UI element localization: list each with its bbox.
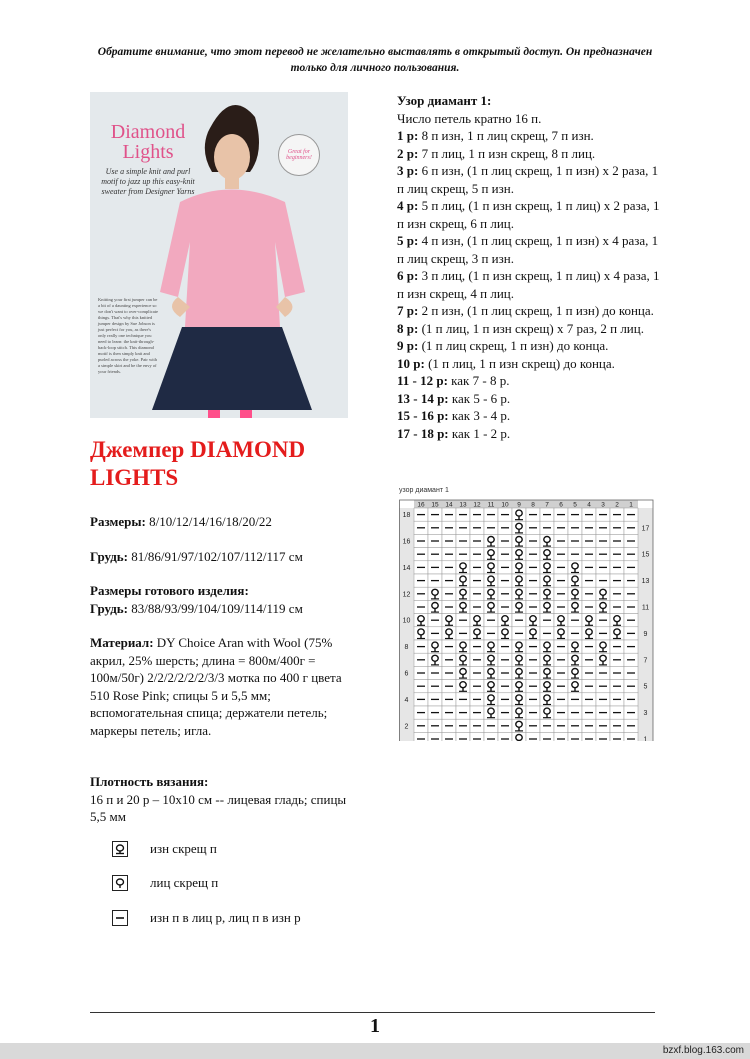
- pattern-row: [397, 197, 667, 232]
- chart-cell: [512, 732, 526, 741]
- pattern-intro: Число петель кратно 16 п.: [397, 110, 542, 126]
- pattern-rows: [397, 127, 667, 442]
- legend-label: лиц скрещ п: [150, 875, 219, 890]
- column-number: 3: [601, 501, 605, 509]
- pattern-row-label: 2 р:: [397, 145, 419, 161]
- pattern-row-text: (1 п лиц, 1 п изн скрещ) до конца.: [428, 355, 615, 371]
- column-number: 14: [445, 501, 453, 509]
- chart-cell: [554, 732, 568, 741]
- pattern-row-label: 11 - 12 р:: [397, 373, 448, 388]
- finished-block: [90, 582, 355, 617]
- pattern-row-text: (1 п лиц, 1 п изн скрещ) х 7 раз, 2 п лиц.: [421, 320, 644, 336]
- pattern-row: [397, 127, 667, 145]
- page-title: Джемпер DIAMOND LIGHTS: [90, 437, 306, 490]
- notice-text: Обратите внимание, что этот перевод не желательно выставлять в открытый доступ. Он предназначен только для личного пользования.: [97, 46, 653, 74]
- column-number: 16: [417, 501, 425, 509]
- pattern-row-text: 3 п лиц, (1 п изн скрещ, 1 п лиц) х 4 раза, 1 п изн скрещ, 4 п лиц.: [397, 268, 660, 301]
- pattern-row: [397, 162, 667, 197]
- pattern-row-label: 4 р:: [397, 198, 419, 213]
- pattern-row: [397, 337, 667, 355]
- pattern-row: [397, 320, 667, 338]
- row-number-left: 14: [402, 564, 411, 572]
- pattern-title: Узор диамант 1:: [397, 93, 492, 108]
- purl-tbl-icon: [112, 841, 128, 857]
- pattern-row-label: 7 р:: [397, 303, 419, 318]
- column-number: 7: [545, 501, 549, 509]
- chart-cell: [470, 732, 484, 741]
- pattern-row: [397, 232, 667, 267]
- column-number: 1: [629, 501, 633, 509]
- pattern-row-text: как 3 - 4 р.: [451, 408, 511, 423]
- chart-caption: узор диамант 1: [399, 487, 449, 494]
- pattern-row: [397, 267, 667, 302]
- chart-cell: [526, 732, 540, 741]
- column-number: 9: [517, 501, 521, 509]
- knit-tbl-icon: [112, 875, 128, 891]
- pattern-row: [397, 390, 667, 408]
- row-number-left: 8: [404, 644, 409, 652]
- material-value: DY Choice Aran with Wool (75% акрил, 25% шерсть; длина = 800м/400г = 100м/50г) 2/2/2/2/2/2/3/3 мотка по 400 г цвета 510 Rose Pink; спицы 5 и 5,5 мм; вспомогательная спица; держатели петель; маркеры петель; игла.: [90, 635, 342, 738]
- legend-item: [112, 875, 218, 891]
- pattern-row-label: 3 р:: [397, 163, 419, 178]
- row-number-left: 6: [404, 670, 409, 678]
- column-number: 10: [501, 501, 509, 509]
- pattern-row: [397, 407, 667, 425]
- finished-chest-value: 83/88/93/99/104/109/114/119 см: [131, 600, 303, 616]
- row-number-right: 15: [641, 551, 650, 559]
- cover-body-text: Knitting your first jumper can be a bit of a daunting experience so we don't want to over-complicate things. That's why this knitted jumper design by Sue Jobson is just perfect for you, as there's only really one technique you need to learn: the knit-through-back-loop stitch. This diamond motif is then simply knit and purled across the yoke. Pair with a simple skirt and be the envy of your friends.: [98, 297, 158, 374]
- legend-label: изн п в лиц р, лиц п в изн р: [150, 910, 301, 925]
- column-number: 5: [573, 501, 577, 509]
- pattern-row-label: 5 р:: [397, 233, 419, 248]
- pattern-row-label: 13 - 14 р:: [397, 390, 449, 406]
- sizes-value: 8/10/12/14/16/18/20/22: [149, 514, 272, 529]
- chart-cell: [428, 732, 442, 741]
- column-number: 12: [473, 501, 481, 509]
- watermark: bzxf.blog.163.com: [662, 1045, 744, 1056]
- column-number: 4: [587, 501, 591, 509]
- pattern-row-text: как 7 - 8 р.: [451, 373, 510, 388]
- footer-divider: [90, 1012, 655, 1013]
- material-label: Материал:: [90, 635, 154, 650]
- column-number: 6: [559, 501, 563, 509]
- pattern-row: [397, 145, 667, 163]
- pattern-row-text: 6 п изн, (1 п лиц скрещ, 1 п изн) х 2 раза, 1 п лиц скрещ, 5 п изн.: [397, 163, 659, 196]
- chart-cell: [582, 732, 596, 741]
- row-number-right: 13: [641, 578, 650, 586]
- chart-cell: [456, 732, 470, 741]
- pattern-row-text: 8 п изн, 1 п лиц скрещ, 7 п изн.: [421, 128, 594, 143]
- chart-cell: [540, 732, 554, 741]
- chart-cell: [568, 732, 582, 741]
- chest-line: [90, 548, 355, 566]
- chart-cell: [610, 732, 624, 741]
- gauge-block: [90, 773, 355, 826]
- row-number-left: 16: [402, 538, 411, 546]
- row-number-left: 2: [404, 723, 409, 731]
- pattern-row-text: как 1 - 2 р.: [451, 425, 511, 441]
- cover-photo: [90, 92, 348, 418]
- pattern-row: [397, 425, 667, 443]
- pattern-row-label: 6 р:: [397, 268, 419, 283]
- row-number-right: 1: [643, 736, 648, 741]
- pattern-row-text: 7 п лиц, 1 п изн скрещ, 8 п лиц.: [421, 145, 596, 161]
- row-number-right: 17: [641, 525, 650, 533]
- pattern-row-label: 1 р:: [397, 128, 419, 143]
- cover-subtitle: Use a simple knit and purl motif to jazz up this easy-knit sweater from Designer Yarns: [101, 167, 195, 196]
- column-number: 2: [615, 501, 619, 509]
- sizes-line: [90, 513, 355, 531]
- row-number-left: 12: [402, 591, 411, 599]
- finished-label: Размеры готового изделия:: [90, 583, 249, 598]
- row-number-right: 9: [643, 630, 648, 638]
- row-number-left: 18: [402, 512, 411, 520]
- chart-cell: [414, 732, 428, 741]
- pattern-row-label: 9 р:: [397, 338, 419, 353]
- page-number: 1: [370, 1015, 380, 1037]
- legend-label: изн скрещ п: [150, 841, 217, 856]
- chart-cell: [596, 732, 610, 741]
- material-block: [90, 634, 355, 739]
- pattern-row: [397, 372, 667, 390]
- column-number: 11: [487, 501, 495, 509]
- cover-title: Diamond Lights: [110, 121, 186, 163]
- chest-value: 81/86/91/97/102/107/112/117 см: [131, 549, 303, 564]
- row-number-left: 4: [404, 696, 409, 704]
- pattern-row-text: 2 п изн, (1 п лиц скрещ, 1 п изн) до конца.: [421, 303, 654, 318]
- legend-item: [112, 841, 217, 857]
- cover-badge-text: Great for beginners!: [286, 149, 312, 161]
- pattern-row-label: 17 - 18 р:: [397, 425, 449, 441]
- pattern-row-label: 8 р:: [397, 320, 419, 336]
- column-number: 15: [431, 501, 439, 509]
- column-number: 13: [459, 501, 467, 509]
- dash-icon: [112, 910, 128, 926]
- gauge-value: 16 п и 20 р – 10х10 см -- лицевая гладь; спицы 5,5 мм: [90, 791, 347, 824]
- row-number-right: 3: [643, 710, 648, 718]
- pattern-row-label: 15 - 16 р:: [397, 408, 449, 423]
- chart-cell: [484, 732, 498, 741]
- row-number-right: 11: [641, 604, 650, 612]
- pattern-row-text: (1 п лиц скрещ, 1 п изн) до конца.: [421, 338, 609, 353]
- gauge-label: Плотность вязания:: [90, 774, 209, 789]
- row-number-right: 5: [643, 683, 648, 691]
- cover-badge: [278, 134, 320, 176]
- row-number-right: 7: [643, 657, 648, 665]
- chart-cell: [498, 732, 512, 741]
- pattern-row: [397, 302, 667, 320]
- pattern-row: [397, 355, 667, 373]
- sizes-label: Размеры:: [90, 514, 146, 529]
- row-number-left: 10: [402, 617, 411, 625]
- pattern-row-text: 4 п изн, (1 п лиц скрещ, 1 п изн) х 4 раза, 1 п лиц скрещ, 3 п изн.: [397, 233, 659, 266]
- pattern-row-text: как 5 - 6 р.: [451, 390, 511, 406]
- knitting-chart: [399, 496, 654, 741]
- pattern-row-label: 10 р:: [397, 355, 425, 371]
- chart-right-margin: [638, 508, 653, 741]
- pattern-row-text: 5 п лиц, (1 п изн скрещ, 1 п лиц) х 2 раза, 1 п изн скрещ, 6 п лиц.: [397, 198, 660, 231]
- column-number: 8: [531, 501, 535, 509]
- pattern-instructions: [397, 92, 667, 442]
- chart-cell: [624, 732, 638, 741]
- chest-label: Грудь:: [90, 549, 128, 564]
- bottom-bar: [0, 1043, 750, 1059]
- chart-cell: [442, 732, 456, 741]
- finished-chest-label: Грудь:: [90, 600, 128, 616]
- legend-item: [112, 910, 301, 926]
